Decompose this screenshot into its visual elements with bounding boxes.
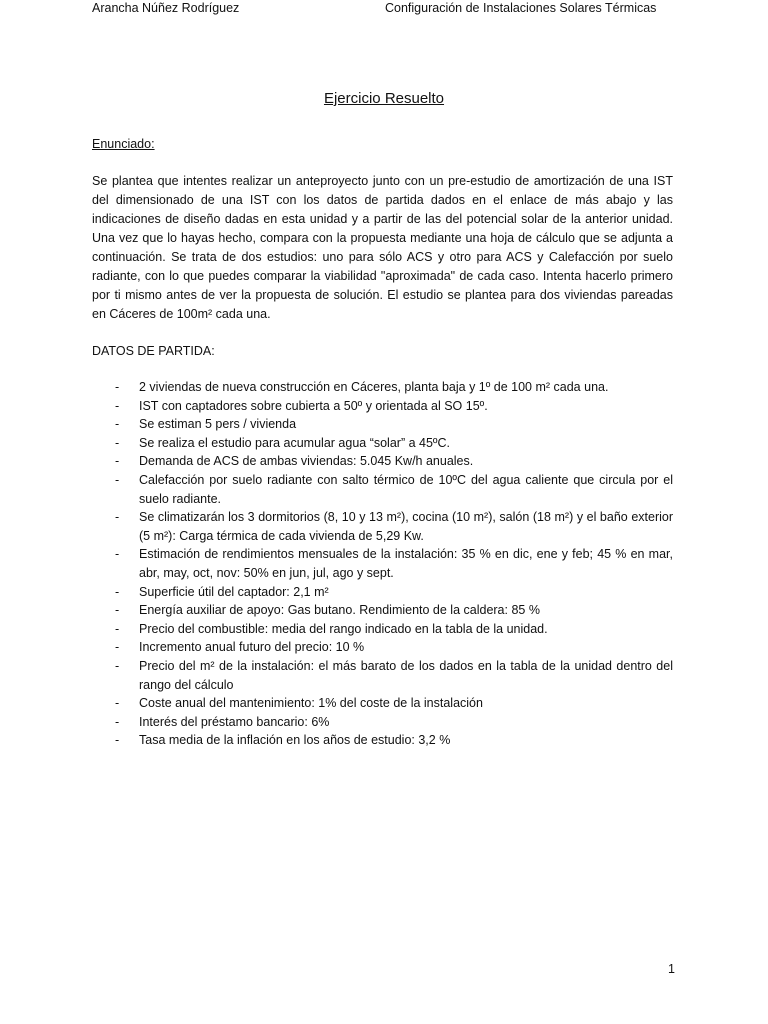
data-list-item-text: Energía auxiliar de apoyo: Gas butano. Rendimiento de la caldera: 85 % (139, 603, 540, 618)
data-list-item-text: Precio del m² de la instalación: el más barato de los dados en la tabla de la unidad dentro del rango del cálculo (139, 658, 673, 692)
data-list-item-text: Coste anual del mantenimiento: 1% del coste de la instalación (139, 696, 483, 711)
data-list-item-text: Estimación de rendimientos mensuales de la instalación: 35 % en dic, ene y feb; 45 % en mar, abr, may, oct, nov: 50% en jun, jul, ago y sept. (139, 547, 673, 580)
data-list-item (92, 415, 673, 434)
bullet-dash: - (115, 380, 120, 394)
data-list-item (92, 638, 673, 657)
data-list-item (92, 471, 673, 508)
page-number: 1 (668, 962, 675, 976)
data-list-item (92, 620, 673, 639)
data-list-item-text: Se estiman 5 pers / vivienda (139, 417, 297, 432)
bullet-dash: - (115, 640, 120, 655)
data-list-item-text: Calefacción por suelo radiante con salto térmico de 10ºC del agua caliente que circula por el suelo radiante. (139, 472, 673, 506)
data-list-item (92, 397, 673, 416)
statement-heading: Enunciado: (92, 137, 155, 151)
data-list-item-text: Se climatizarán los 3 dormitorios (8, 10 y 13 m²), cocina (10 m²), salón (18 m²) y el baño exterior (5 m²): Carga térmica de cada vivienda de 5,29 Kw. (139, 510, 673, 543)
bullet-dash: - (115, 398, 120, 413)
bullet-dash: - (115, 621, 120, 636)
data-list-item-text: 2 viviendas de nueva construcción en Cáceres, planta baja y 1º de 100 m² cada una. (139, 380, 609, 394)
data-list-item-text: Tasa media de la inflación en los años de estudio: 3,2 % (139, 733, 451, 748)
bullet-dash: - (115, 696, 120, 711)
data-list-item-text: IST con captadores sobre cubierta a 50º y orientada al SO 15º. (139, 398, 488, 413)
header-course-title: Configuración de Instalaciones Solares Térmicas (385, 1, 657, 15)
data-list-item (92, 508, 673, 545)
bullet-dash: - (115, 658, 120, 673)
bullet-dash: - (115, 547, 120, 562)
bullet-dash: - (115, 510, 120, 525)
data-list-item (92, 434, 673, 453)
data-list-item (92, 378, 673, 397)
data-list-item-text: Incremento anual futuro del precio: 10 % (139, 640, 365, 655)
data-list-item-text: Interés del préstamo bancario: 6% (139, 714, 330, 729)
data-list-item (92, 583, 673, 602)
bullet-dash: - (115, 603, 120, 618)
data-list-item (92, 545, 673, 582)
data-list-item (92, 731, 673, 750)
data-list (92, 378, 673, 750)
bullet-dash: - (115, 435, 120, 450)
statement-paragraph: Se plantea que intentes realizar un anteproyecto junto con un pre-estudio de amortización de una IST del dimensionado de una IST con los datos de partida dados en el enlace de más abajo y las indicaciones de diseño dadas en esta unidad y a partir de las del potencial solar de la anterior unidad. Una vez que lo hayas hecho, compara con la propuesta mediante una hoja de cálculo que se adjunta a continuación. Se trata de dos estudios: uno para sólo ACS y otro para ACS y Calefacción por suelo radiante, con lo que puedes comparar la viabilidad "aproximada" de cada caso. Intenta hacerlo primero por ti mismo antes de ver la propuesta de solución. El estudio se plantea para dos viviendas pareadas en Cáceres de 100m² cada una. (92, 174, 673, 321)
data-heading: DATOS DE PARTIDA: (92, 344, 215, 358)
data-list-item (92, 601, 673, 620)
bullet-dash: - (115, 454, 120, 469)
data-list-item-text: Superficie útil del captador: 2,1 m² (139, 584, 329, 599)
data-list-item-text: Demanda de ACS de ambas viviendas: 5.045 Kw/h anuales. (139, 454, 474, 469)
data-list-item (92, 657, 673, 694)
data-list-item (92, 694, 673, 713)
data-list-item-text: Precio del combustible: media del rango indicado en la tabla de la unidad. (139, 621, 548, 636)
data-list-item (92, 713, 673, 732)
header-author: Arancha Núñez Rodríguez (92, 1, 240, 15)
data-list-item (92, 452, 673, 471)
bullet-dash: - (115, 417, 120, 432)
bullet-dash: - (115, 733, 120, 748)
document-title: Ejercicio Resuelto (323, 90, 445, 107)
data-list-item-text: Se realiza el estudio para acumular agua “solar” a 45ºC. (139, 435, 450, 450)
bullet-dash: - (115, 714, 120, 729)
bullet-dash: - (115, 472, 120, 487)
bullet-dash: - (115, 584, 120, 599)
